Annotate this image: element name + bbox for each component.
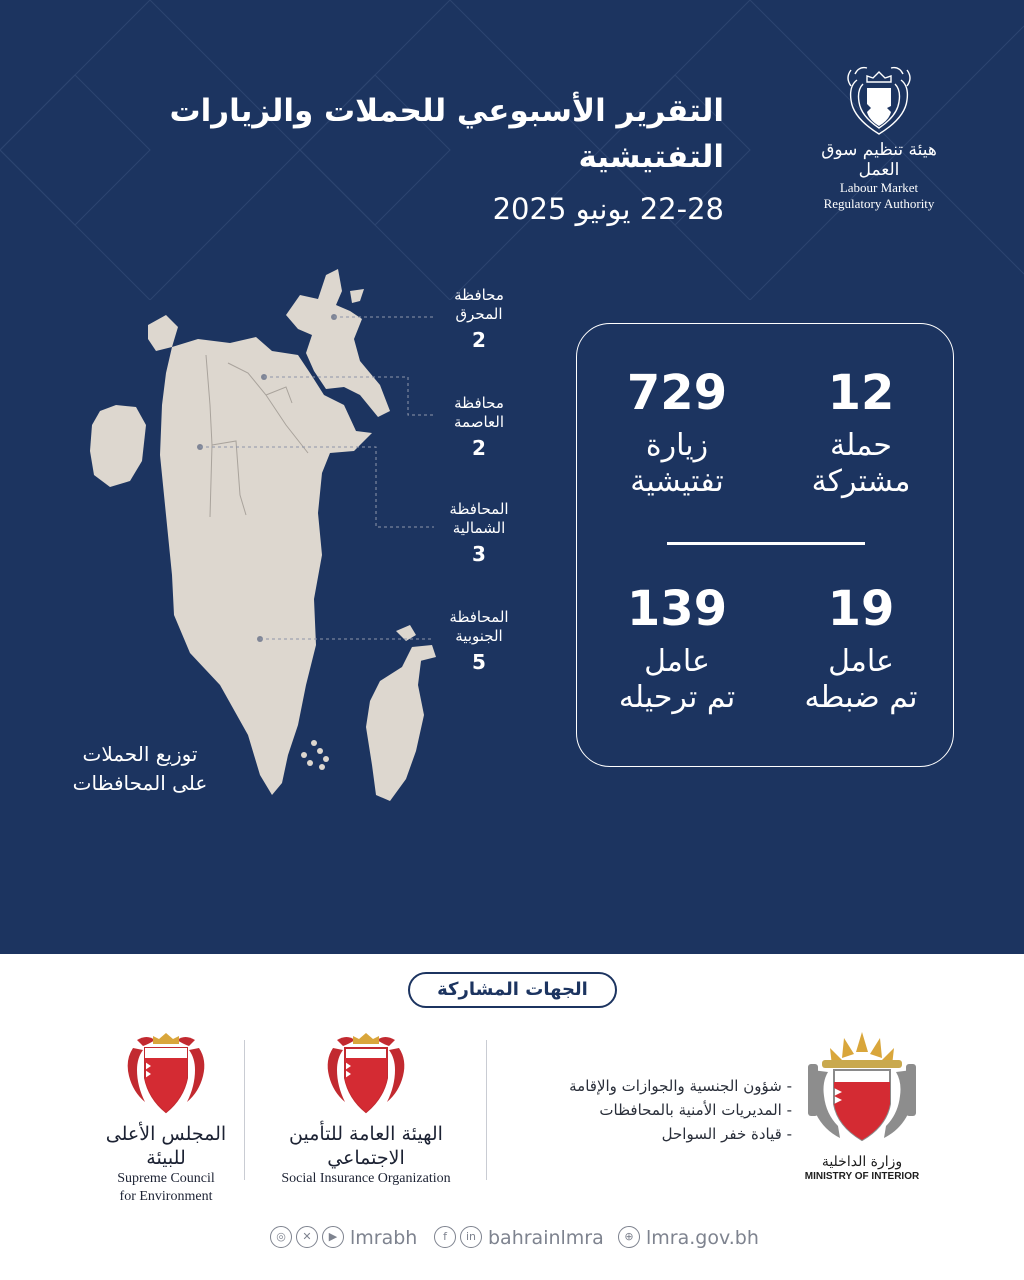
stat-value: 12 (827, 365, 895, 421)
gov-campaign-count: 5 (472, 650, 486, 674)
gov-campaign-count: 3 (472, 542, 486, 566)
stat-label-line2: تم ضبطه (804, 680, 918, 715)
stat-workers-caught (771, 580, 951, 716)
gov-campaign-count: 2 (472, 436, 486, 460)
stat-label-line1: عامل (644, 644, 710, 679)
report-header (44, 88, 724, 232)
sce-logo (96, 1030, 236, 1206)
stat-label-line1: حملة (830, 428, 892, 463)
stat-label-line2: تم ترحيله (618, 680, 736, 715)
sio-name-ar: الهيئة العامة للتأمين الاجتماعي (289, 1123, 443, 1169)
gov-name-line2: الشمالية (452, 519, 506, 537)
social-handle-bahrainlmra[interactable]: bahrainlmra (488, 1227, 604, 1249)
moi-name-en: MINISTRY OF INTERIOR (804, 1171, 920, 1182)
lmra-name-en-line1: Labour Market (839, 180, 919, 195)
facebook-icon[interactable]: f (434, 1226, 456, 1248)
bahrain-coat-of-arms-icon (323, 1030, 409, 1118)
gov-name-line2: الجنوبية (455, 627, 503, 645)
gov-name-line1: محافظة (454, 394, 504, 412)
gov-campaign-count: 2 (472, 328, 486, 352)
stat-workers-deported (587, 580, 767, 716)
partners-heading: الجهات المشاركة (408, 972, 617, 1008)
stat-joint-campaigns (771, 364, 951, 500)
gov-label-capital (414, 394, 544, 462)
stat-value: 19 (827, 581, 895, 637)
stat-value: 729 (626, 365, 728, 421)
lmra-emblem-icon (843, 60, 915, 138)
social-footer (0, 1224, 1024, 1254)
report-title: التقرير الأسبوعي للحملات والزيارات التفتيشية (169, 93, 724, 175)
sce-name-en-line2: for Environment (119, 1189, 213, 1204)
stat-label-line2: تفتيشية (630, 464, 724, 499)
map-caption (50, 740, 230, 798)
gov-label-muharraq (414, 286, 544, 354)
moi-unit-item: - المديريات الأمنية بالمحافظات (490, 1098, 792, 1122)
moi-emblem-icon (802, 1030, 922, 1150)
gov-name-line2: المحرق (455, 305, 503, 323)
youtube-icon[interactable]: ▶ (322, 1226, 344, 1248)
globe-icon[interactable]: ⊕ (618, 1226, 640, 1248)
report-date-range: 22-28 يونيو 2025 (492, 192, 724, 226)
linkedin-icon[interactable]: in (460, 1226, 482, 1248)
map-caption-line1: توزيع الحملات (82, 742, 198, 766)
gov-name-line1: المحافظة (449, 500, 509, 518)
website-link[interactable]: lmra.gov.bh (646, 1227, 759, 1249)
stat-value: 139 (626, 581, 728, 637)
moi-logo (800, 1030, 924, 1195)
moi-unit-item: - قيادة خفر السواحل (490, 1122, 792, 1146)
stat-label-line1: زيارة (645, 428, 709, 463)
gov-name-line1: محافظة (454, 286, 504, 304)
x-icon[interactable]: ✕ (296, 1226, 318, 1248)
lmra-name-ar: هيئة تنظيم سوق العمل (821, 140, 937, 180)
partner-divider (486, 1040, 487, 1180)
sce-name-en-line1: Supreme Council (117, 1171, 215, 1186)
gov-label-northern (414, 500, 544, 568)
gov-name-line1: المحافظة (449, 608, 509, 626)
map-caption-line2: على المحافظات (72, 771, 208, 795)
moi-unit-item: - شؤون الجنسية والجوازات والإقامة (490, 1074, 792, 1098)
gov-label-southern (414, 608, 544, 676)
stat-label-line2: مشتركة (811, 464, 911, 499)
instagram-icon[interactable]: ◎ (270, 1226, 292, 1248)
sce-name-ar: المجلس الأعلى للبيئة (105, 1123, 227, 1169)
stat-label-line1: عامل (828, 644, 894, 679)
stats-box (576, 323, 954, 767)
lmra-logo (804, 60, 954, 220)
sio-logo (256, 1030, 476, 1188)
sio-name-en: Social Insurance Organization (281, 1171, 451, 1186)
moi-units-list (490, 1074, 792, 1146)
bahrain-coat-of-arms-icon (123, 1030, 209, 1118)
partner-divider (244, 1040, 245, 1180)
moi-name-ar: وزارة الداخلية (821, 1154, 903, 1170)
lmra-name-en-line2: Regulatory Authority (823, 196, 935, 211)
stats-divider (667, 542, 865, 545)
social-handle-lmrabh[interactable]: lmrabh (350, 1227, 418, 1249)
stat-inspection-visits (587, 364, 767, 500)
gov-name-line2: العاصمة (454, 413, 504, 431)
